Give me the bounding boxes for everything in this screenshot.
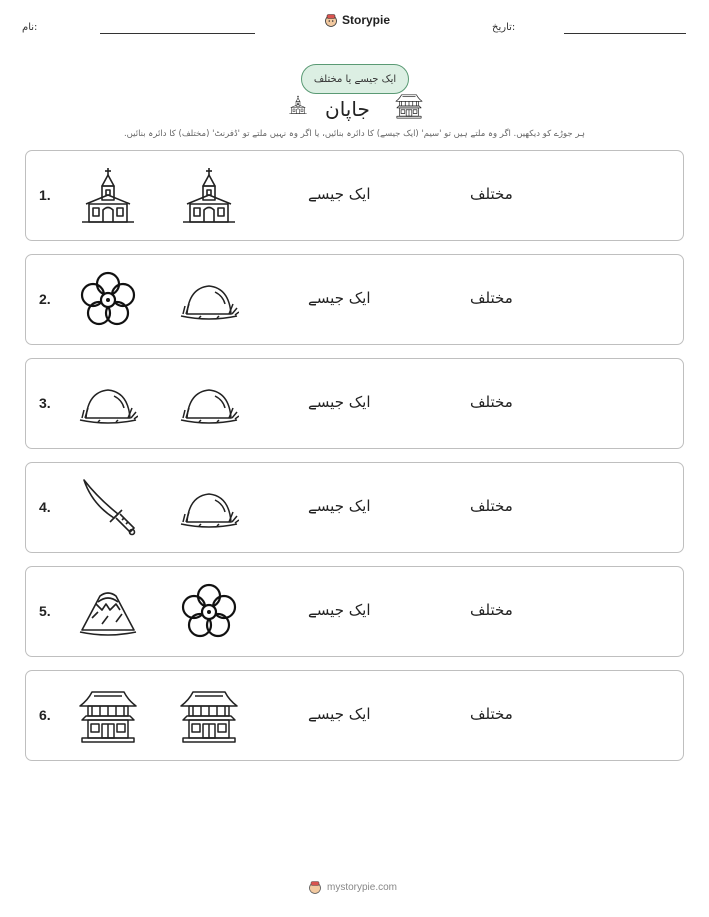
row-number: 4. (39, 499, 51, 515)
rock-icon (179, 478, 239, 538)
row-number: 3. (39, 395, 51, 411)
footer-site[interactable]: mystorypie.com (327, 881, 398, 893)
worksheet-tag-text: ایک جیسے یا مختلف (313, 73, 397, 85)
name-label: نام: (22, 22, 38, 33)
option-same[interactable]: ایک جیسے (308, 185, 371, 203)
row-number: 1. (39, 187, 51, 203)
pagoda-icon (78, 686, 138, 746)
exercise-row (25, 254, 684, 345)
option-different[interactable]: مختلف (470, 185, 513, 203)
flower-icon (179, 582, 239, 642)
pagoda-icon (394, 92, 424, 120)
row-number: 5. (39, 603, 51, 619)
option-different[interactable]: مختلف (470, 393, 513, 411)
exercise-row (25, 150, 684, 241)
date-line[interactable] (564, 33, 686, 34)
option-different[interactable]: مختلف (470, 497, 513, 515)
row-number: 6. (39, 707, 51, 723)
option-same[interactable]: ایک جیسے (308, 601, 371, 619)
exercise-row (25, 358, 684, 449)
storypie-logo-icon (308, 880, 322, 894)
option-different[interactable]: مختلف (470, 705, 513, 723)
church-icon (288, 91, 308, 119)
rock-icon (179, 374, 239, 434)
page-title: جاپان (325, 97, 370, 121)
rock-icon (78, 374, 138, 434)
storypie-logo-icon (324, 13, 338, 27)
flower-icon (78, 270, 138, 330)
pagoda-icon (179, 686, 239, 746)
name-line[interactable] (100, 33, 255, 34)
exercise-row (25, 566, 684, 657)
option-same[interactable]: ایک جیسے (308, 497, 371, 515)
church-icon (78, 166, 138, 226)
option-same[interactable]: ایک جیسے (308, 705, 371, 723)
rock-icon (179, 270, 239, 330)
option-different[interactable]: مختلف (470, 289, 513, 307)
church-icon (179, 166, 239, 226)
sword-icon (78, 478, 138, 538)
option-different[interactable]: مختلف (470, 601, 513, 619)
footer (308, 880, 397, 894)
brand (324, 13, 390, 27)
worksheet-tag (301, 64, 409, 94)
mountain-icon (78, 582, 138, 642)
option-same[interactable]: ایک جیسے (308, 393, 371, 411)
option-same[interactable]: ایک جیسے (308, 289, 371, 307)
date-label: تاریخ: (492, 22, 516, 33)
exercise-row (25, 670, 684, 761)
brand-name: Storypie (342, 13, 391, 27)
exercise-row (25, 462, 684, 553)
instructions: ہر جوڑے کو دیکھیں. اگر وہ ملتے ہیں تو 'سیم' (ایک جیسے) کا دائرہ بنائیں، یا اگر وہ نہیں ملتے تو 'ڈفرنٹ' (مختلف) کا دائرہ بنائیں. (123, 129, 585, 139)
row-number: 2. (39, 291, 51, 307)
